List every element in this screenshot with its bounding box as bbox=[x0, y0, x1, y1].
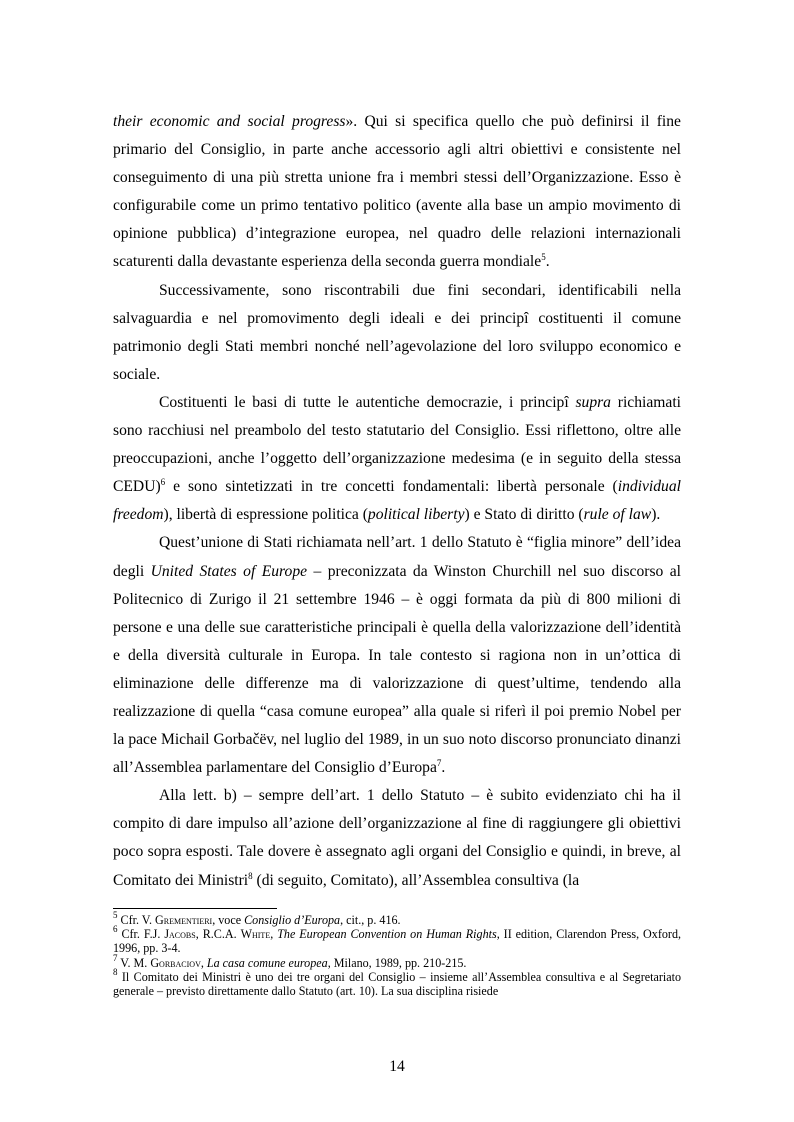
text-run: Quest’unione di Stati richiamata nell’art. 1 dello Statuto è “figlia minore” dell’idea degli bbox=[113, 534, 681, 580]
text-run: Costituenti le basi di tutte le autentiche democrazie, i principî bbox=[159, 393, 576, 411]
footnote-ref-6: 6 bbox=[160, 477, 166, 488]
footnote-ref-8: 8 bbox=[248, 870, 253, 881]
paragraph-2 bbox=[113, 277, 681, 389]
footnote-8 bbox=[113, 966, 681, 999]
footnote-ref-7: 7 bbox=[436, 758, 442, 769]
text-run: Alla lett. b) – sempre dell’art. 1 dello Statuto – è subito evidenziato chi ha il compito di dare impulso all’azione dell’organizzazione al fine di raggiungere gli obiettivi poco sopra esposti. Tale dovere è assegnato agli organi del Consiglio e quindi, in breve, al Comitato dei Ministri bbox=[113, 787, 681, 889]
footnotes bbox=[113, 910, 682, 999]
text-run: , II edition, Clarendon Press, Oxford, 1996, pp. 3-4. bbox=[113, 927, 682, 956]
paragraph-5 bbox=[113, 782, 681, 894]
text-run: , R.C.A. bbox=[195, 927, 241, 942]
text-run: ), libertà di espressione politica ( bbox=[163, 506, 368, 524]
text-run: V. M. bbox=[117, 955, 151, 970]
footnote-5 bbox=[113, 910, 681, 927]
work-title: The European Convention on Human Rights bbox=[277, 927, 497, 942]
work-title: Consiglio d’Europa bbox=[244, 913, 341, 927]
text-run: , bbox=[270, 927, 278, 942]
text-run: e sono sintetizzati in tre concetti fondamentali: libertà personale ( bbox=[165, 478, 618, 496]
text-run: (di seguito, Comitato), all’Assemblea consultiva (la bbox=[252, 871, 580, 889]
page-number: 14 bbox=[389, 1058, 405, 1075]
text-run: ) e Stato di diritto ( bbox=[464, 506, 584, 524]
text-run: . bbox=[441, 759, 446, 777]
author-name: Gorbaciov bbox=[150, 955, 201, 970]
text-run: richiamati sono racchiusi nel preambolo del testo statutario del Consiglio. Essi riflettono, oltre alle preoccupazioni, anche l’oggetto dell’organizzazione medesima (e in seguito della stessa CEDU) bbox=[113, 393, 681, 496]
text-run: Successivamente, sono riscontrabili due fini secondari, identificabili nella salvaguardia e nel promovimento degli ideali e dei principî costituenti il comune patrimonio degli Stati membri nonché nell’agevolazione del loro sviluppo economico e sociale. bbox=[113, 281, 681, 383]
body-text bbox=[113, 108, 681, 895]
text-run: Cfr. F.J. bbox=[117, 927, 165, 942]
author-name: White bbox=[240, 927, 271, 942]
text-run: ). bbox=[651, 506, 661, 524]
italic-phrase: individual freedom bbox=[113, 478, 681, 524]
text-run: Cfr. V. bbox=[117, 913, 156, 927]
footnote-ref-5: 5 bbox=[541, 252, 546, 263]
author-name: Jacobs bbox=[164, 927, 196, 942]
italic-phrase: rule of law bbox=[583, 506, 652, 524]
work-title: La casa comune europea bbox=[206, 955, 328, 970]
footnote-separator bbox=[113, 908, 277, 909]
text-run: , voce bbox=[212, 913, 245, 927]
italic-phrase: political liberty bbox=[367, 506, 465, 524]
text-run: , bbox=[200, 955, 207, 970]
text-run: . bbox=[545, 253, 550, 271]
footnote-number: 6 bbox=[113, 924, 118, 935]
paragraph-4 bbox=[113, 529, 681, 782]
paragraph-3 bbox=[113, 389, 681, 529]
footnote-number: 7 bbox=[113, 952, 118, 963]
italic-phrase: United States of Europe bbox=[150, 562, 308, 580]
footnote-number: 5 bbox=[113, 910, 118, 920]
text-run: – preconizzata da Winston Churchill nel suo discorso al Politecnico di Zurigo il 21 settembre 1946 – è oggi formata da più di 800 milioni di persone e una delle sue caratteristiche principali è quella della valorizzazione dell’identità e della diversità culturale in Europa. In tale contesto si ragiona non in un’ottica di eliminazione delle differenze ma di valorizzazione di quest’ultime, tendendo alla realizzazione di quella “casa comune europea” alla quale si riferì il poi premio Nobel per la pace Michail Gorbačëv, nel luglio del 1989, in un suo noto discorso pronunciato dinanzi all’Assemblea parlamentare del Consiglio d’Europa bbox=[113, 562, 681, 777]
italic-phrase: their economic and social progress bbox=[113, 113, 346, 130]
text-run: , Milano, 1989, pp. 210-215. bbox=[327, 955, 467, 970]
paragraph-1 bbox=[113, 108, 681, 277]
footnote-6 bbox=[113, 924, 682, 956]
italic-phrase: supra bbox=[575, 393, 611, 411]
text-run: , cit., p. 416. bbox=[340, 913, 401, 927]
author-name: Grementieri bbox=[155, 913, 213, 927]
text-run: ». Qui si specifica quello che può definirsi il fine primario del Consiglio, in parte anche accessorio agli altri obiettivi e consistente nel conseguimento di una più stretta unione fra i membri stessi dell’Organizzazione. Esso è configurabile come un primo tentativo politico (avente alla base un ampio movimento di opinione pubblica) d’integrazione europea, nel quadro delle relazioni internazionali scaturenti dalla devastante esperienza della seconda guerra mondiale bbox=[113, 113, 681, 271]
footnote-7 bbox=[113, 952, 681, 970]
footnote-number: 8 bbox=[113, 966, 118, 977]
text-run: Il Comitato dei Ministri è uno dei tre organi del Consiglio – insieme all’Assemblea consultiva e al Segretariato generale – previsto direttamente dallo Statuto (art. 10). La sua disciplina risiede bbox=[113, 969, 681, 999]
